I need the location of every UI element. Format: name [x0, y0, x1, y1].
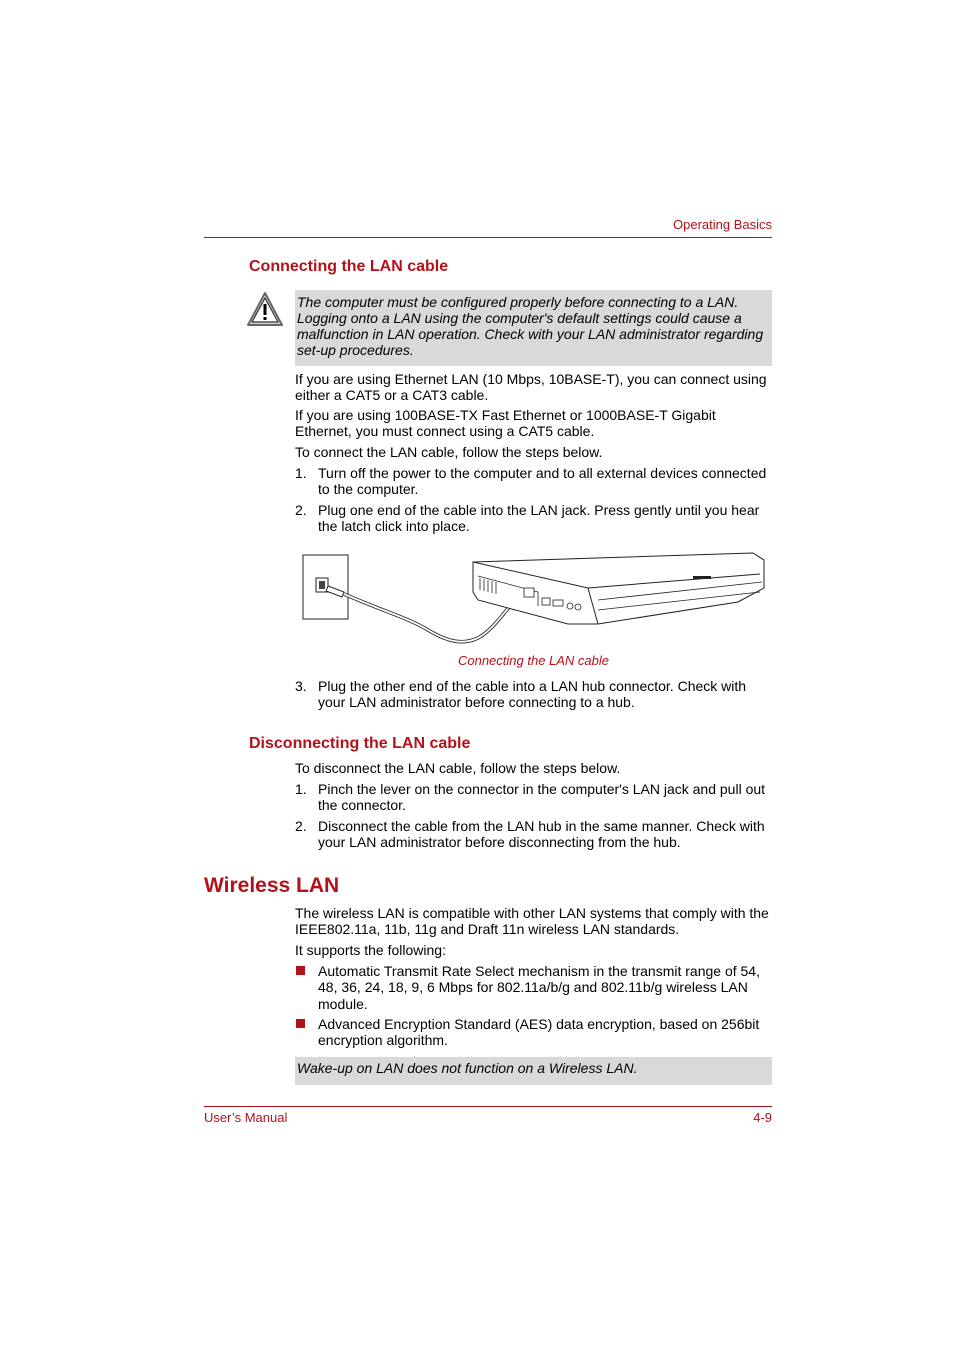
footer-rule — [204, 1106, 772, 1107]
list-number: 3. — [295, 678, 307, 694]
list-item — [295, 1016, 775, 1050]
heading-connecting-lan-cable: Connecting the LAN cable — [249, 258, 449, 275]
list-item — [295, 781, 775, 815]
heading-wireless-lan: Wireless LAN — [204, 874, 340, 897]
wireless-note: Wake-up on LAN does not function on a Wireless LAN. — [295, 1057, 772, 1085]
list-number: 1. — [295, 465, 307, 481]
caution-note: The computer must be configured properly before connecting to a LAN. Logging onto a LAN using the computer's default settings could cause a malfunction in LAN operation. Check with your LAN administrator regarding set-up procedures. — [295, 290, 772, 366]
paragraph-cat5-cat3: If you are using Ethernet LAN (10 Mbps, 10BASE-T), you can connect using either a CAT5 or a CAT3 cable. — [295, 371, 767, 404]
running-header: Operating Basics — [673, 217, 772, 232]
paragraph-supports: It supports the following: — [295, 942, 446, 958]
list-text: Advanced Encryption Standard (AES) data encryption, based on 256bit encryption algorithm. — [318, 1016, 760, 1049]
bullet-square-icon — [296, 966, 305, 975]
list-number: 2. — [295, 502, 307, 518]
page-number: 4-9 — [753, 1110, 772, 1125]
list-number: 2. — [295, 818, 307, 834]
list-item — [295, 818, 775, 852]
heading-disconnecting-lan-cable: Disconnecting the LAN cable — [249, 735, 471, 752]
lan-cable-illustration — [298, 548, 770, 648]
list-item — [295, 678, 775, 712]
bullet-square-icon — [296, 1019, 305, 1028]
list-text: Plug one end of the cable into the LAN jack. Press gently until you hear the latch click into place. — [318, 502, 760, 535]
footer-manual-title: User’s Manual — [204, 1110, 288, 1125]
list-number: 1. — [295, 781, 307, 797]
list-text: Turn off the power to the computer and to all external devices connected to the computer. — [318, 465, 767, 498]
paragraph-connect-intro: To connect the LAN cable, follow the steps below. — [295, 444, 603, 460]
list-item — [295, 502, 775, 536]
list-item — [295, 465, 775, 499]
list-text: Automatic Transmit Rate Select mechanism in the transmit range of 54, 48, 36, 24, 18, 9, 6 Mbps for 802.11a/b/g and 802.11b/g wireless LAN module. — [318, 963, 760, 1012]
list-text: Disconnect the cable from the LAN hub in the same manner. Check with your LAN administrator before disconnecting from the hub. — [318, 818, 765, 851]
paragraph-disconnect-intro: To disconnect the LAN cable, follow the steps below. — [295, 760, 621, 776]
figure-caption: Connecting the LAN cable — [457, 653, 610, 668]
caution-icon — [245, 290, 285, 328]
list-text: Pinch the lever on the connector in the computer's LAN jack and pull out the connector. — [318, 781, 766, 814]
paragraph-cat5-required: If you are using 100BASE-TX Fast Ethernet or 1000BASE-T Gigabit Ethernet, you must connect using a CAT5 cable. — [295, 407, 716, 440]
list-item — [295, 963, 775, 1013]
header-rule — [204, 237, 772, 238]
list-text: Plug the other end of the cable into a LAN hub connector. Check with your LAN administrator before connecting to a hub. — [318, 678, 747, 711]
paragraph-wireless-compat: The wireless LAN is compatible with other LAN systems that comply with the IEEE802.11a, 11b, 11g and Draft 11n wireless LAN standards. — [295, 905, 769, 938]
